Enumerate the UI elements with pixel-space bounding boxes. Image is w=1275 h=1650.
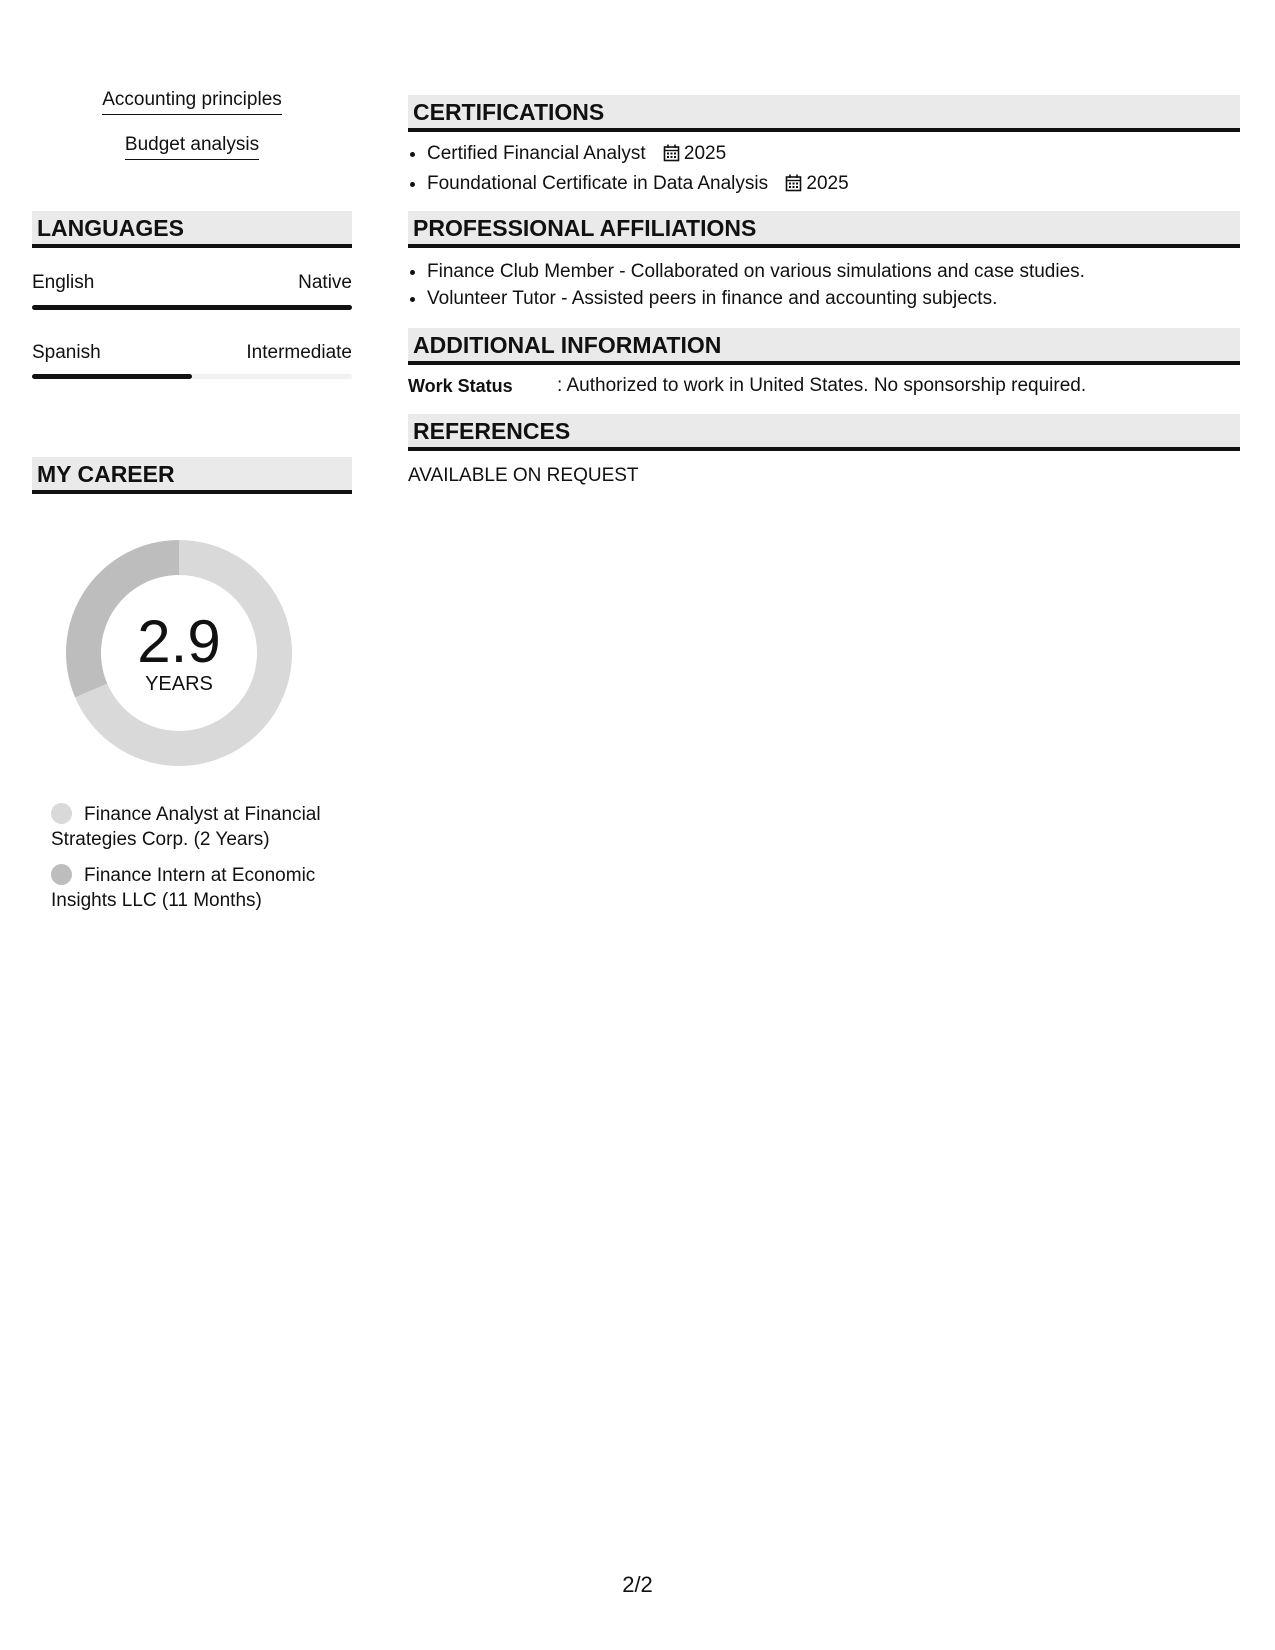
language-level: Intermediate <box>246 342 352 363</box>
certifications-list <box>408 140 849 200</box>
language-bar-fill <box>32 305 352 310</box>
list-item: • Foundational Certificate in Data Analysis 2025 <box>427 170 849 200</box>
additional-info-heading: ADDITIONAL INFORMATION <box>408 328 1240 365</box>
career-donut-chart <box>66 540 292 766</box>
legend-dot <box>51 864 72 885</box>
skill-item: Accounting principles <box>32 89 352 115</box>
references-heading: REFERENCES <box>408 414 1240 451</box>
language-name: English <box>32 272 95 293</box>
work-status-value: : Authorized to work in United States. No sponsorship required. <box>557 375 1087 396</box>
calendar-icon <box>785 173 802 200</box>
work-status-label: Work Status <box>408 376 513 396</box>
certifications-heading: CERTIFICATIONS <box>408 95 1240 132</box>
languages-heading: LANGUAGES <box>32 211 352 248</box>
language-level: Native <box>298 272 352 293</box>
career-total-unit: YEARS <box>145 673 213 695</box>
references-text: AVAILABLE ON REQUEST <box>408 465 639 486</box>
list-item: • Finance Club Member - Collaborated on various simulations and case studies. <box>427 258 1085 285</box>
legend-dot <box>51 803 72 824</box>
language-bar-spanish <box>32 374 352 379</box>
language-name: Spanish <box>32 342 101 363</box>
career-total-value: 2.9 <box>137 608 221 675</box>
skill-item: Budget analysis <box>32 134 352 160</box>
certification-year: 2025 <box>806 173 849 194</box>
career-legend-item: Finance Analyst at Financial Strategies Corp. (2 Years) <box>51 804 321 850</box>
career-legend-item: Finance Intern at Economic Insights LLC (11 Months) <box>51 865 316 911</box>
list-item: • Certified Financial Analyst 2025 <box>427 140 849 170</box>
affiliations-heading: PROFESSIONAL AFFILIATIONS <box>408 211 1240 248</box>
affiliations-list <box>408 258 1085 312</box>
career-heading: MY CAREER <box>32 457 352 494</box>
certification-year: 2025 <box>683 143 727 164</box>
language-bar-english <box>32 305 352 310</box>
page-number: 2/2 <box>622 1572 653 1597</box>
list-item: • Volunteer Tutor - Assisted peers in finance and accounting subjects. <box>427 285 1085 312</box>
calendar-icon <box>663 143 680 170</box>
language-bar-fill <box>32 374 192 379</box>
